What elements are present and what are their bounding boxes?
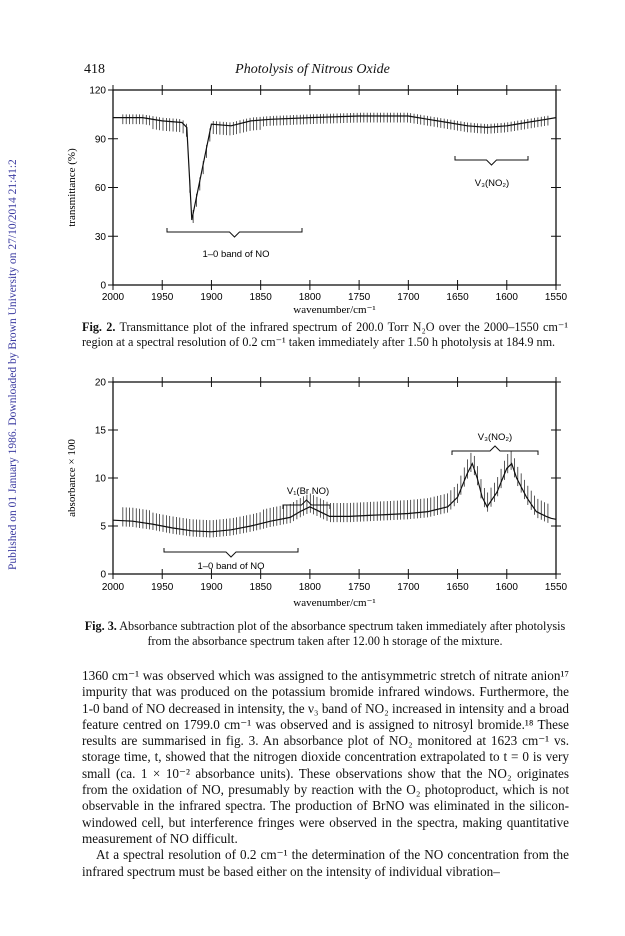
fig3-x-tick-label: 2000 bbox=[101, 582, 125, 593]
fig3-plot-frame bbox=[113, 382, 556, 574]
fig3-x-tick-label: 1750 bbox=[347, 582, 371, 593]
fig3-y-tick-label: 5 bbox=[100, 521, 106, 533]
paragraph-2: At a spectral resolution of 0.2 cm⁻¹ the determination of the NO concentration from the infrared spectrum must be based either on the intensity of individual vibration– bbox=[82, 847, 569, 879]
fig2-x-tick-label: 2000 bbox=[101, 292, 125, 303]
fig2-x-tick-label: 1800 bbox=[298, 292, 322, 303]
fig2-no-band-bracket bbox=[167, 228, 302, 237]
download-stamp-text: Published on 01 January 1986. Downloaded by Brown University on 27/10/2014 21:41:29. bbox=[7, 160, 19, 570]
page-number: 418 bbox=[84, 62, 105, 77]
fig2-x-axis-label: wavenumber/cm⁻¹ bbox=[293, 304, 376, 316]
fig3-brno-label: V₁(Br NO) bbox=[286, 486, 330, 497]
fig2-x-tick-label: 1950 bbox=[151, 292, 174, 303]
fig3-caption bbox=[82, 619, 568, 649]
fig2-y-axis-label: transmittance (%) bbox=[66, 148, 78, 227]
fig3-x-tick-label: 1850 bbox=[249, 582, 272, 593]
fig2-x-tick-label: 1700 bbox=[397, 292, 420, 303]
fig3-y-axis-label: absorbance × 100 bbox=[66, 439, 78, 517]
paragraph-1: 1360 cm⁻¹ was observed which was assigned to the antisymmetric stretch of nitrate anion¹⁷ impurity that was produced on the potassium bromide infrared windows. Furthermore, the 1-0 band of NO decreased in intensity, the ν₃ band of NO₂ increased in intensity and a broad feature centred on 1799.0 cm⁻¹ was observed and is assigned to nitrosyl bromide.¹⁸ These results are summarised in fig. 3. An absorbance plot of NO₂ monitored at 1623 cm⁻¹ vs. storage time, t, showed that the nitrogen dioxide concentration extrapolated to t = 0 is very small (ca. 1 × 10⁻² absorbance units). These observations show that the NO₂ originates from the oxidation of NO, presumably by reaction with the O₂ photoproduct, which is not observable in the infrared spectra. The production of BrNO was eliminated in the silicon-windowed cell, but interference fringes were observed in the spectra, making quantitative measurement of NO difficult. bbox=[82, 668, 569, 846]
fig2-x-tick-label: 1850 bbox=[249, 292, 272, 303]
fig3-no2-bracket bbox=[452, 446, 538, 455]
fig3-label: Fig. 3. bbox=[84, 619, 117, 633]
fig2-x-tick-label: 1550 bbox=[544, 292, 568, 303]
fig2-y-tick-label: 60 bbox=[94, 183, 106, 194]
fig2-no-band-label: 1–0 band of NO bbox=[202, 249, 270, 260]
fig2-x-tick-label: 1650 bbox=[446, 292, 469, 303]
fig3-y-tick-label: 0 bbox=[100, 569, 106, 581]
fig2-y-tick-label: 120 bbox=[89, 85, 106, 97]
fig2-y-tick-label: 0 bbox=[100, 280, 106, 292]
fig2-y-tick-label: 90 bbox=[94, 134, 106, 146]
fig3-x-tick-label: 1550 bbox=[544, 582, 568, 593]
fig3-x-axis-label: wavenumber/cm⁻¹ bbox=[293, 597, 376, 609]
fig2-caption bbox=[82, 320, 568, 350]
fig2-no2-label: V₃(NO₂) bbox=[474, 178, 510, 189]
body-text bbox=[82, 668, 569, 880]
fig3-y-tick-label: 20 bbox=[94, 377, 106, 389]
fig3-caption-text-1: Absorbance subtraction plot of the absorbance spectrum taken immediately after photolysis bbox=[116, 619, 566, 633]
fig2-y-tick-label: 30 bbox=[94, 231, 106, 243]
fig3-x-tick-label: 1650 bbox=[446, 582, 469, 593]
fig3-no-band-label: 1–0 band of NO bbox=[197, 561, 265, 572]
fig3-x-tick-label: 1700 bbox=[397, 582, 420, 593]
fig2-no2-bracket bbox=[455, 156, 528, 165]
fig2-x-tick-label: 1600 bbox=[495, 292, 518, 303]
fig2-label: Fig. 2. bbox=[82, 320, 116, 334]
fig3-y-tick-label: 15 bbox=[94, 425, 106, 437]
fig3-x-tick-label: 1600 bbox=[495, 582, 518, 593]
fig3-caption-text-2: from the absorbance spectrum taken after 12.00 h storage of the mixture. bbox=[147, 634, 503, 648]
fig3-x-tick-label: 1800 bbox=[298, 582, 322, 593]
fig2-x-tick-label: 1900 bbox=[200, 292, 223, 303]
fig3-no-band-bracket bbox=[164, 548, 298, 557]
running-title: Photolysis of Nitrous Oxide bbox=[235, 62, 390, 77]
fig3-x-tick-label: 1900 bbox=[200, 582, 223, 593]
fig3-x-tick-label: 1950 bbox=[151, 582, 174, 593]
fig2-caption-text: Transmittance plot of the infrared spectrum of 200.0 Torr N₂O over the 2000–1550 cm⁻¹ region at a spectral resolution of 0.2 cm⁻¹ taken immediately after 1.50 h photolysis at 184.9 nm. bbox=[82, 320, 568, 349]
fig2-x-tick-label: 1750 bbox=[347, 292, 371, 303]
fig3-y-tick-label: 10 bbox=[94, 473, 106, 485]
fig3-no2-label: V₃(NO₂) bbox=[477, 432, 513, 443]
